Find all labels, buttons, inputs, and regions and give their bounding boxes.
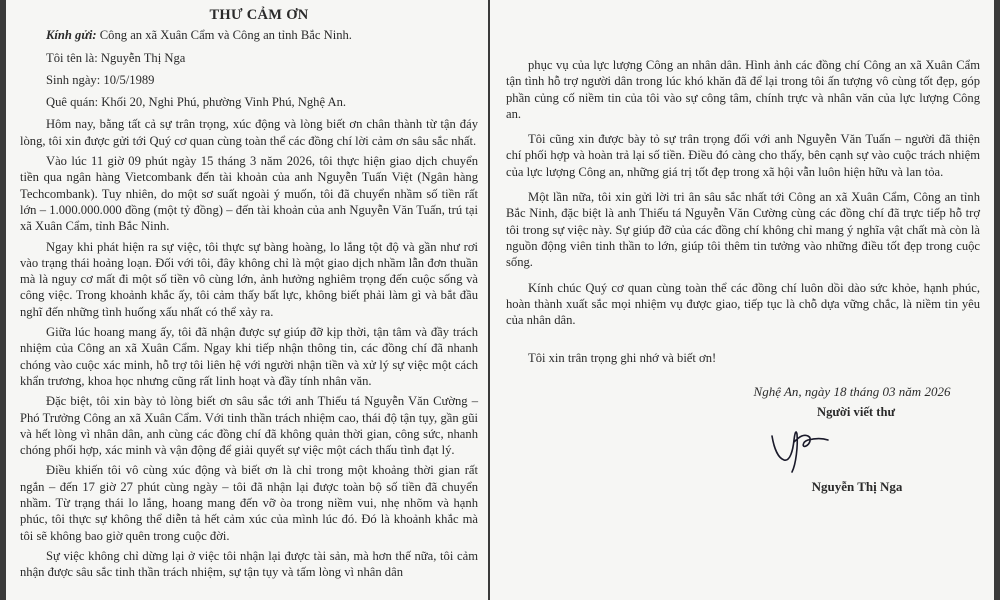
paragraph: Vào lúc 11 giờ 09 phút ngày 15 tháng 3 năm 2026, tôi thực hiện giao dịch chuyển tiền qua ngân hàng Vietcombank đến tài khoản của anh Nguyễn Tuấn Việt (Ngân hàng Techcombank). Tuy nhiên, do một sơ suất ngoài ý muốn, tôi đã chuyển nhầm số tiền rất lớn – 1.000.000.000 đồng (một tỷ đồng) – đến tài khoản của anh Nguyễn Văn Tuấn, trú tại xã Xuân Cẩm, tỉnh Bắc Ninh. xyxy=(20,154,478,234)
hometown-line xyxy=(46,94,478,110)
recipient-text: Công an xã Xuân Cẩm và Công an tỉnh Bắc Ninh. xyxy=(99,28,352,43)
name-line xyxy=(46,50,478,66)
birth-line xyxy=(46,72,478,88)
signer-name: Nguyễn Thị Nga xyxy=(811,479,903,494)
writer-label: Người viết thư xyxy=(816,405,896,419)
name-label: Tôi tên là: xyxy=(46,50,98,65)
closing-line: Tôi xin trân trọng ghi nhớ và biết ơn! xyxy=(528,351,717,366)
paragraph: Tôi cũng xin được bày tỏ sự trân trọng đối với anh Nguyễn Văn Tuấn – người đã thiện chí phối hợp và hoàn trả lại số tiền. Điều đó càng cho thấy, bên cạnh sự vào cuộc trách nhiệm của lực lượng Công an, những giá trị tốt đẹp trong xã hội vẫn luôn hiện hữu và lan tỏa. xyxy=(506,132,980,179)
paragraph: Kính chúc Quý cơ quan cùng toàn thể các đồng chí luôn dồi dào sức khỏe, hạnh phúc, hoàn thành xuất sắc mọi nhiệm vụ được giao, tiếp tục là chỗ dựa vững chắc, là niềm tin yêu của nhân dân. xyxy=(506,280,980,328)
birth-label: Sinh ngày: xyxy=(46,72,101,87)
name-value: Nguyễn Thị Nga xyxy=(100,50,186,65)
signature-image xyxy=(766,420,832,474)
birth-value: 10/5/1989 xyxy=(103,72,155,87)
letter-page-right xyxy=(490,0,994,600)
paragraph: Điều khiến tôi vô cùng xúc động và biết ơn là chỉ trong một khoảng thời gian rất ngắn – đến 17 giờ 27 phút cùng ngày – tôi đã nhận lại được toàn bộ số tiền đã chuyển nhầm. Từ trạng thái lo lắng, hoang mang đến vỡ òa trong niềm vui, nhẹ nhõm và hạnh phúc, tôi thực sự không thể diễn tả hết cảm xúc của mình lúc đó. Đó là khoảnh khắc mà tôi sẽ không bao giờ quên trong cuộc đời. xyxy=(20,463,478,543)
place-date: Nghệ An, ngày 18 tháng 03 năm 2026 xyxy=(753,384,951,399)
paragraph: Một lần nữa, tôi xin gửi lời tri ân sâu sắc nhất tới Công an xã Xuân Cẩm, Công an tỉnh Bắc Ninh, đặc biệt là anh Thiếu tá Nguyễn Văn Cường cùng các đồng chí đã trực tiếp hỗ trợ tôi trong sự việc này. Sự giúp đỡ của các đồng chí không chỉ mang ý nghĩa vật chất mà còn là nguồn động viên tinh thần to lớn, giúp tôi thêm tin tưởng vào những điều tốt đẹp trong cuộc sống. xyxy=(506,190,980,270)
paragraph: Sự việc không chỉ dừng lại ở việc tôi nhận lại được tài sản, mà hơn thế nữa, tôi cảm nhận được sâu sắc tinh thần trách nhiệm, sự tận tụy và tấm lòng vì nhân dân xyxy=(20,548,478,580)
recipient-line xyxy=(46,27,478,43)
recipient-label: Kính gửi: xyxy=(46,28,97,43)
letter-title: THƯ CẢM ƠN xyxy=(209,7,309,23)
paragraph: Giữa lúc hoang mang ấy, tôi đã nhận được sự giúp đỡ kịp thời, tận tâm và đầy trách nhiệm của Công an xã Xuân Cẩm. Ngay khi tiếp nhận thông tin, các đồng chí đã nhanh chóng vào cuộc xác minh, hỗ trợ tôi liên hệ với người nhận tiền và xử lý sự việc một cách khẩn trương, khoa học nhưng cũng rất linh hoạt và đầy tính nhân văn. xyxy=(20,325,478,388)
paragraph: Đặc biệt, tôi xin bày tỏ lòng biết ơn sâu sắc tới anh Thiếu tá Nguyễn Văn Cường – Phó Trưởng Công an xã Xuân Cẩm. Với tinh thần trách nhiệm cao, thái độ tận tụy, gần gũi và hết lòng vì nhân dân, anh cùng các đồng chí đã không quản thời gian, công sức, nhanh chóng phối hợp, xác minh và vận động để giải quyết sự việc một cách thấu tình đạt lý. xyxy=(20,394,478,458)
paragraph: Hôm nay, bằng tất cả sự trân trọng, xúc động và lòng biết ơn chân thành từ tận đáy lòng, tôi xin được gửi tới Quý cơ quan cùng toàn thể các đồng chí lời cảm ơn sâu sắc nhất. xyxy=(20,117,478,148)
hometown-label: Quê quán: xyxy=(46,95,99,110)
hometown-value: Khối 20, Nghi Phú, phường Vinh Phú, Nghệ An. xyxy=(101,95,347,110)
paragraph: Ngay khi phát hiện ra sự việc, tôi thực sự bàng hoàng, lo lắng tột độ và gần như rơi vào trạng thái hoảng loạn. Đối với tôi, đây không chỉ là một giao dịch nhầm lẫn đơn thuần mà là nguy cơ mất đi một số tiền vô cùng lớn, ảnh hưởng nghiêm trọng đến cuộc sống và công việc. Trong khoảnh khắc ấy, tôi cảm thấy bất lực, không biết phải làm gì và bắt đầu nghĩ đến những tình huống xấu nhất có thể xảy ra. xyxy=(20,239,478,319)
paragraph: phục vụ của lực lượng Công an nhân dân. Hình ảnh các đồng chí Công an xã Xuân Cẩm tận tình hỗ trợ người dân trong lúc khó khăn đã để lại trong tôi ấn tượng vô cùng tốt đẹp, góp phần củng cố niềm tin của tôi vào sự công tâm, chính trực và nhân văn của lực lượng Công an. xyxy=(506,58,980,121)
letter-page-left xyxy=(6,0,488,600)
